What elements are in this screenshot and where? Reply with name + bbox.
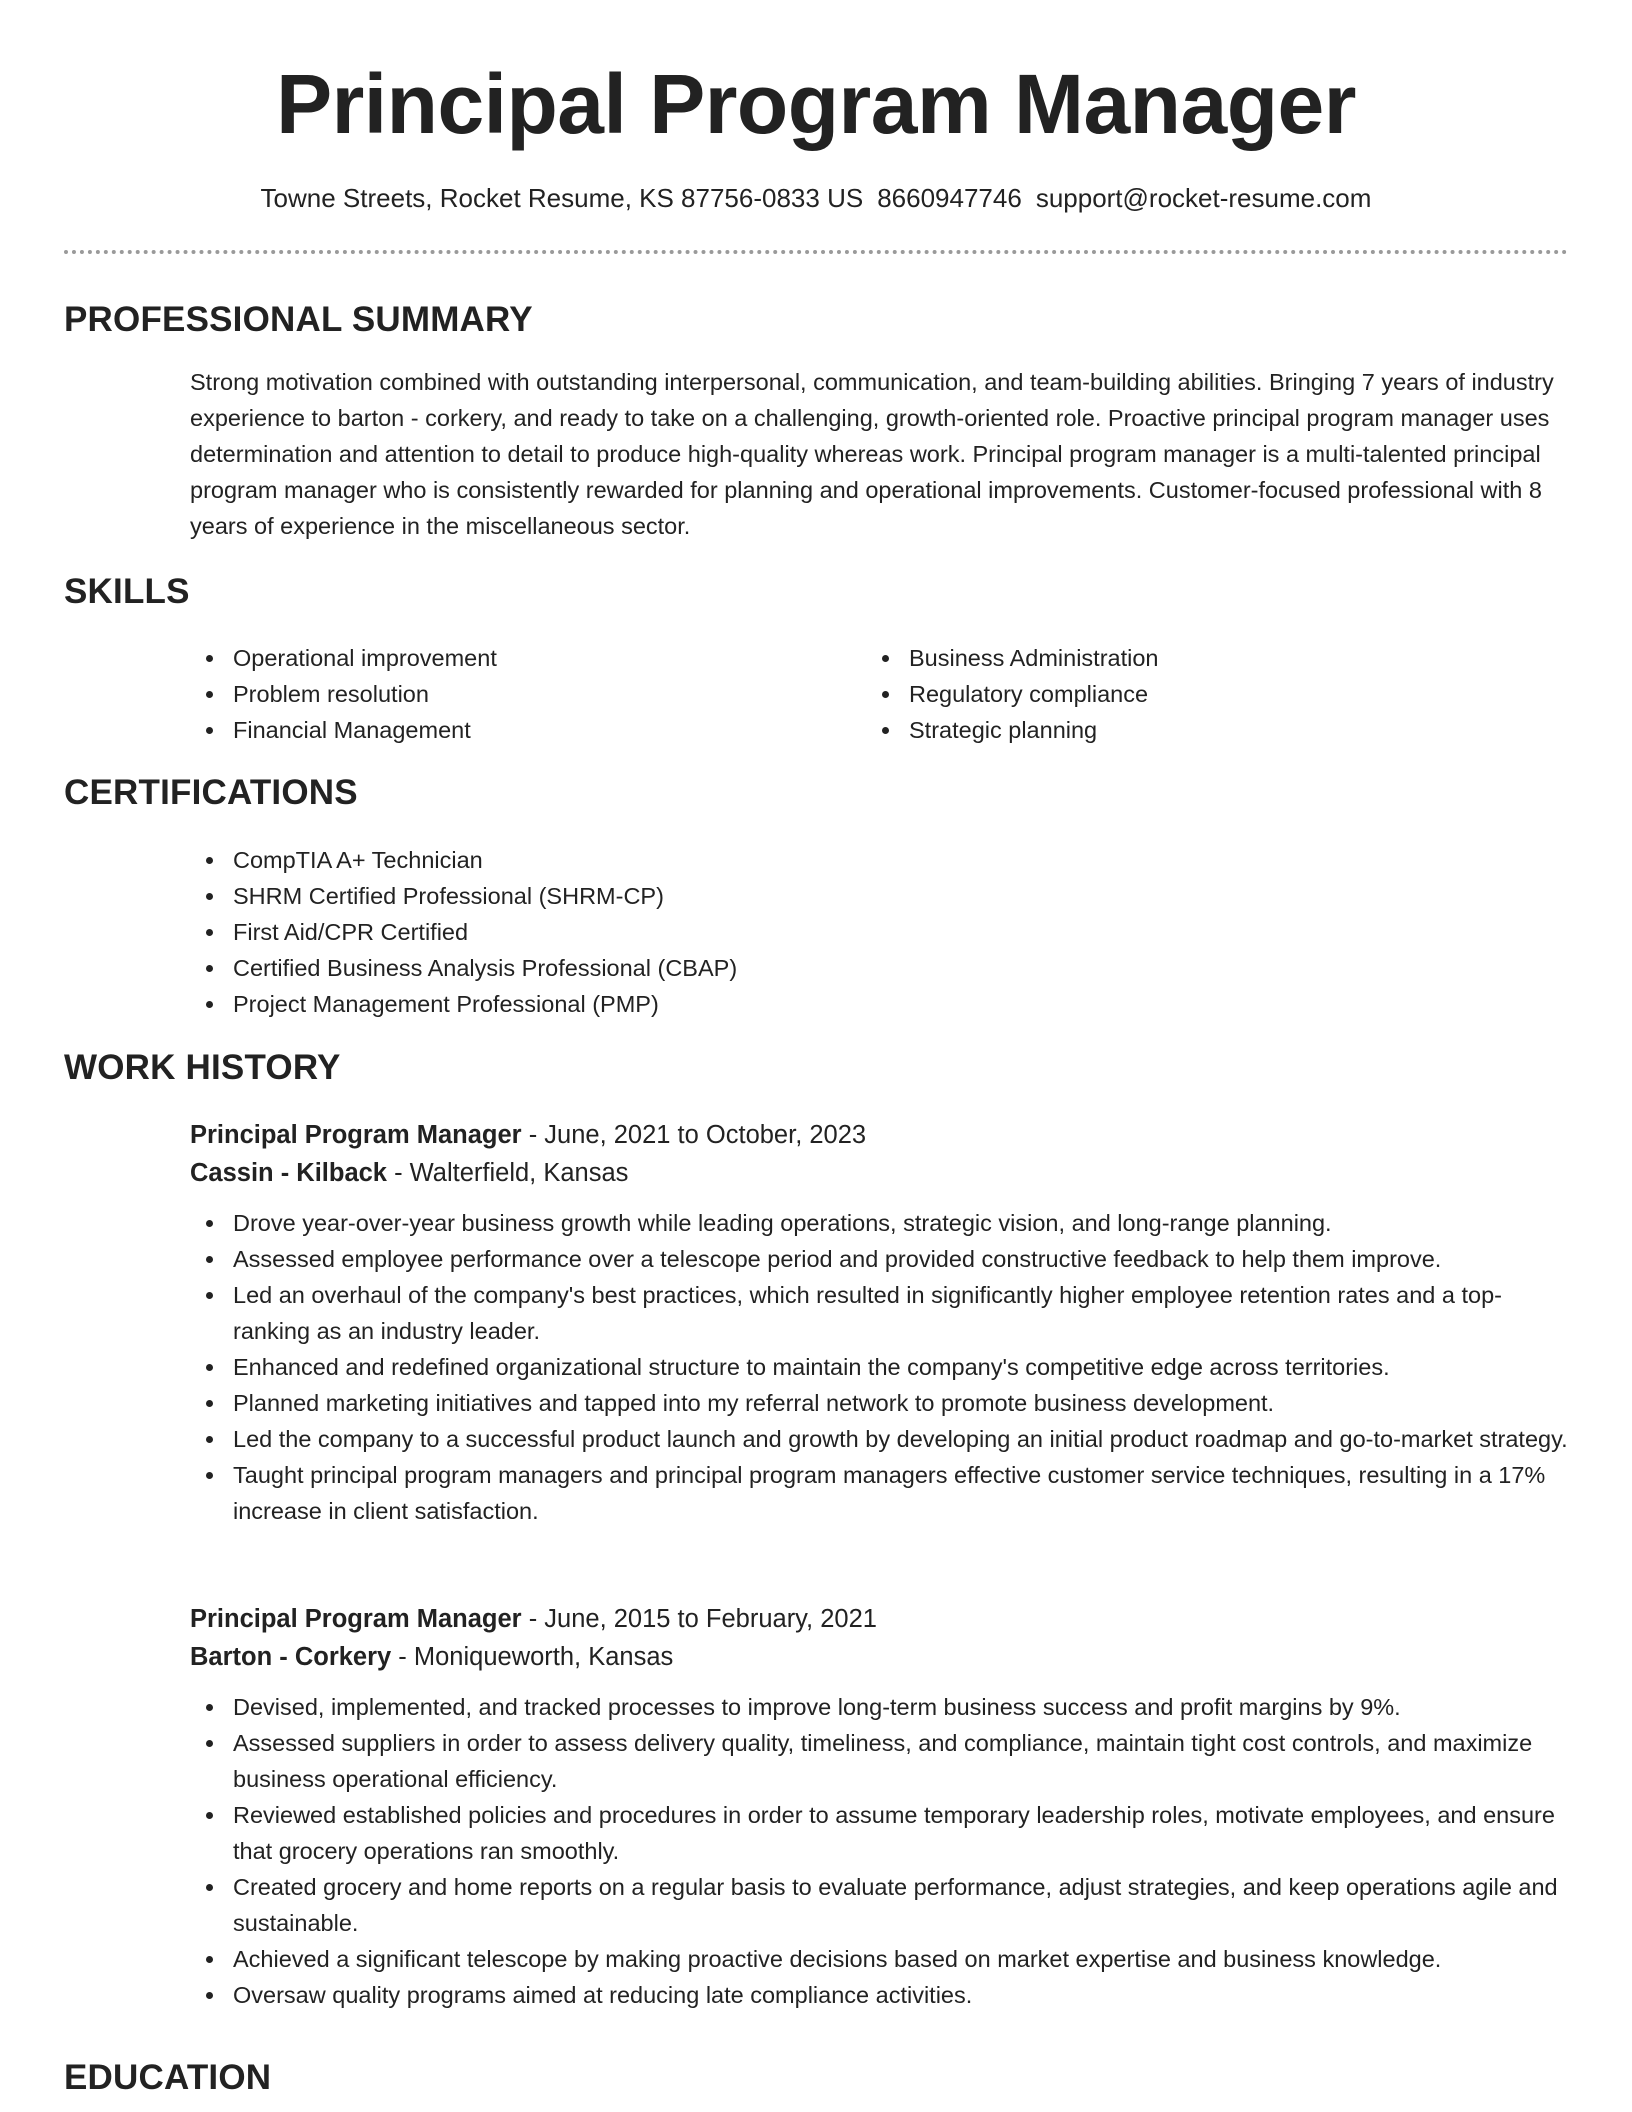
job-bullet: Drove year-over-year business growth while leading operations, strategic vision, and long-range planning. <box>190 1205 1570 1241</box>
job-bullets <box>190 1689 1570 2013</box>
skill-item: Operational improvement <box>190 640 810 676</box>
job-entry <box>190 1116 1570 1529</box>
job-company-line <box>190 1638 1570 1676</box>
skills-list-right <box>866 640 1486 748</box>
job-company: Barton - Corkery <box>190 1643 392 1671</box>
skills-list-left <box>190 640 810 748</box>
certification-item: First Aid/CPR Certified <box>190 914 1490 950</box>
job-bullet: Reviewed established policies and procedures in order to assume temporary leadership roles, motivate employees, and ensure that grocery operations ran smoothly. <box>190 1797 1570 1869</box>
job-role: Principal Program Manager <box>190 1605 522 1633</box>
skill-item: Business Administration <box>866 640 1486 676</box>
section-title-skills: SKILLS <box>64 572 190 611</box>
job-title-line <box>190 1600 1570 1638</box>
candidate-name: Principal Program Manager <box>276 57 1356 151</box>
job-bullet: Led the company to a successful product launch and growth by developing an initial product roadmap and go-to-market strategy. <box>190 1421 1570 1457</box>
contact-address: Towne Streets, Rocket Resume, KS 87756-0833 US <box>260 183 864 213</box>
job-dates: - June, 2015 to February, 2021 <box>521 1605 877 1633</box>
job-role: Principal Program Manager <box>190 1121 522 1149</box>
job-bullet: Taught principal program managers and principal program managers effective customer service techniques, resulting in a 17% increase in client satisfaction. <box>190 1457 1570 1529</box>
skill-item: Financial Management <box>190 712 810 748</box>
header-divider <box>64 250 1568 254</box>
skill-item: Regulatory compliance <box>866 676 1486 712</box>
section-title-education: EDUCATION <box>64 2058 272 2097</box>
job-dates: - June, 2021 to October, 2023 <box>521 1121 867 1149</box>
contact-email: support@rocket-resume.com <box>1035 183 1372 213</box>
job-entry <box>190 1600 1570 2013</box>
certifications-list <box>190 842 1490 1022</box>
section-title-certifications: CERTIFICATIONS <box>64 773 358 812</box>
section-title-work-history: WORK HISTORY <box>64 1048 341 1087</box>
job-title-line <box>190 1116 1570 1154</box>
section-title-summary: PROFESSIONAL SUMMARY <box>64 300 533 339</box>
job-location: - Walterfield, Kansas <box>387 1159 629 1187</box>
certification-item: CompTIA A+ Technician <box>190 842 1490 878</box>
job-company: Cassin - Kilback <box>190 1159 387 1187</box>
job-bullet: Planned marketing initiatives and tapped into my referral network to promote business development. <box>190 1385 1570 1421</box>
job-bullet: Led an overhaul of the company's best practices, which resulted in significantly higher employee retention rates and a top-ranking as an industry leader. <box>190 1277 1570 1349</box>
job-bullet: Oversaw quality programs aimed at reducing late compliance activities. <box>190 1977 1570 2013</box>
skill-item: Problem resolution <box>190 676 810 712</box>
certification-item: Certified Business Analysis Professional (CBAP) <box>190 950 1490 986</box>
job-bullet: Achieved a significant telescope by making proactive decisions based on market expertise and business knowledge. <box>190 1941 1570 1977</box>
summary-text: Strong motivation combined with outstanding interpersonal, communication, and team-building abilities. Bringing 7 years of industry experience to barton - corkery, and ready to take on a challenging, growth-oriented role. Proactive principal program manager uses determination and attention to detail to produce high-quality whereas work. Principal program manager is a multi-talented principal program manager who is consistently rewarded for planning and operational improvements. Customer-focused professional with 8 years of experience in the miscellaneous sector. <box>190 369 1554 539</box>
skill-item: Strategic planning <box>866 712 1486 748</box>
job-company-line <box>190 1154 1570 1192</box>
certification-item: Project Management Professional (PMP) <box>190 986 1490 1022</box>
job-location: - Moniqueworth, Kansas <box>391 1643 674 1671</box>
certification-item: SHRM Certified Professional (SHRM-CP) <box>190 878 1490 914</box>
job-bullet: Created grocery and home reports on a regular basis to evaluate performance, adjust strategies, and keep operations agile and sustainable. <box>190 1869 1570 1941</box>
job-bullets <box>190 1205 1570 1529</box>
contact-line <box>0 180 1632 216</box>
contact-phone: 8660947746 <box>877 183 1022 213</box>
job-bullet: Devised, implemented, and tracked processes to improve long-term business success and profit margins by 9%. <box>190 1689 1570 1725</box>
job-bullet: Assessed suppliers in order to assess delivery quality, timeliness, and compliance, maintain tight cost controls, and maximize business operational efficiency. <box>190 1725 1570 1797</box>
job-bullet: Assessed employee performance over a telescope period and provided constructive feedback to help them improve. <box>190 1241 1570 1277</box>
job-bullet: Enhanced and redefined organizational structure to maintain the company's competitive edge across territories. <box>190 1349 1570 1385</box>
